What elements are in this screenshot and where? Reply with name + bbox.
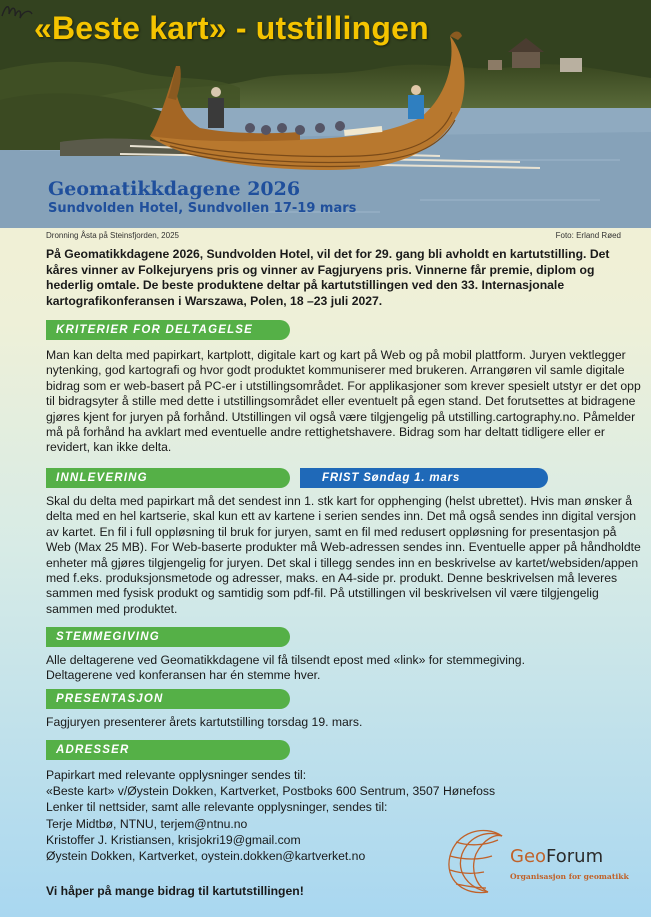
event-venue: Sundvolden Hotel, Sundvollen 17-19 mars	[48, 201, 357, 216]
closing-text: Vi håper på mange bidrag til kartutstillingen!	[46, 884, 304, 898]
submission-text: Skal du delta med papirkart må det sendest inn 1. stk kart for opphenging (helst ubrettet). Hvis man ønsker å delta med en hel kartserie, skal kun ett av kartene i serien sendes inn. Det må også sendes inn digital versjon av kartet. En fil i full oppløsning til bruk for juryen, samt en fil med redusert oppløsning for presentasjon på Web (Max 25 MB). For Web-baserte produkter må Web-adressen sendes inn. Eventuelle apper på håndholdte enheter må gjøres tilgjengelig for juryen. Det skal i tillegg sendes inn en beskrivelse av kartet/websiden/appen med f.eks. produksjonsmetode og adresser, maks. en A4-side pr. produkt. Denne beskrivelsen må leveres sammen med fysisk produkt og samtidig som pdf-fil. På utstillingen vil beskrivelsen vil være tilgjengelig sammen med produktet.	[46, 494, 641, 616]
photo-credit: Foto: Erland Røed	[555, 231, 621, 240]
event-name: Geomatikkdagene 2026	[48, 178, 301, 200]
presentation-text: Fagjuryen presenterer årets kartutstilling torsdag 19. mars.	[46, 715, 363, 729]
voting-line: Deltagerene ved konferansen har én stemme hver.	[46, 668, 321, 683]
geoforum-logo	[444, 826, 634, 896]
globe-icon	[444, 826, 508, 896]
photo-caption: Dronning Åsta på Steinsfjorden, 2025	[46, 231, 179, 240]
section-header-voting: STEMMEGIVING	[46, 627, 290, 647]
logo-name: GeoForum	[510, 846, 604, 867]
contact-email[interactable]: Øystein Dokken, Kartverket, oystein.dokken@kartverket.no	[46, 849, 366, 864]
criteria-text: Man kan delta med papirkart, kartplott, digitale kart og kart på Web og på mobil plattform. Juryen vektlegger nytenking, god kartografi og hvor godt produktet kommuniserer med brukeren. Arrangøren vil samle digitale bidrag som er web-basert på PC-er i utstillingsområdet. For applikasjoner som krever spesielt utstyr er det opp til bidragsyter å stille med dette i utstillingsområdet eller eventuelt på egen stand. Det forutsettes at bidragene gjøres kjent for juryen på forhånd. Utstillingen vil også være tilgjengelig på utstilling.cartography.no. Påmelder må på forhånd ha avklart med eventuelle andre rettighetshavere. Bidrag som har deltatt tidligere eller er revidert, kan ikke delta.	[46, 348, 641, 455]
address-line: Papirkart med relevante opplysninger sendes til:	[46, 768, 307, 782]
section-header-presentation: PRESENTASJON	[46, 689, 290, 709]
signature-icon	[0, 0, 34, 22]
contact-email[interactable]: Terje Midtbø, NTNU, terjem@ntnu.no	[46, 816, 248, 831]
hero-photo	[0, 0, 651, 228]
page-title: «Beste kart» - utstillingen	[34, 10, 429, 46]
logo-tagline: Organisasjon for geomatikk	[510, 872, 629, 881]
section-header-addresses: ADRESSER	[46, 740, 290, 760]
voting-line: Alle deltagerene ved Geomatikkdagene vil få tilsendt epost med «link» for stemmegiving.	[46, 653, 525, 667]
section-header-criteria: KRITERIER FOR DELTAGELSE	[46, 320, 290, 340]
address-line: «Beste kart» v/Øystein Dokken, Kartverket, Postboks 600 Sentrum, 3507 Hønefoss	[46, 784, 496, 799]
deadline-badge: FRIST Søndag 1. mars	[300, 468, 548, 488]
section-header-submission: INNLEVERING	[46, 468, 290, 488]
voting-text	[46, 653, 642, 684]
address-line: Lenker til nettsider, samt alle relevante opplysninger, sendes til:	[46, 800, 388, 815]
intro-paragraph: På Geomatikkdagene 2026, Sundvolden Hotel, vil det for 29. gang bli avholdt en kartutstilling. Det kåres vinner av Folkejuryens pris og vinner av Fagjuryens pris. Vinnerne får premie, diplom og hederlig omtale. De beste produktene deltar på kartutstillingen ved den 33. Internasjonale kartografikonferansen i Warszawa, Polen, 18 –23 juli 2027.	[46, 247, 610, 308]
contact-email[interactable]: Kristoffer J. Kristiansen, krisjokri19@gmail.com	[46, 832, 301, 847]
